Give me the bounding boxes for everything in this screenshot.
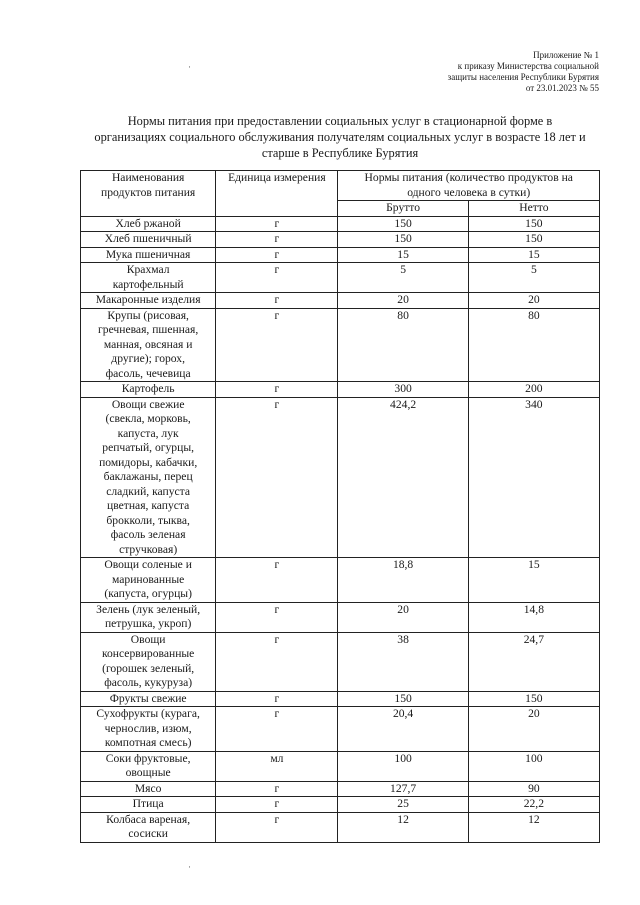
product-name-cell bbox=[81, 691, 216, 707]
header-gross: Брутто bbox=[338, 201, 468, 217]
gross-cell: 150 bbox=[338, 691, 468, 707]
product-name-line: Крахмал bbox=[126, 263, 170, 276]
unit-cell: г bbox=[216, 382, 338, 398]
net-cell: 100 bbox=[468, 751, 599, 781]
title-line: старше в Республике Бурятия bbox=[261, 146, 419, 160]
product-name-cell bbox=[81, 812, 216, 842]
appendix-note bbox=[369, 50, 599, 94]
product-name-line: Овощи соленые и bbox=[104, 558, 192, 571]
unit-cell: г bbox=[216, 308, 338, 382]
product-name-line: маринованные bbox=[112, 572, 185, 586]
unit-cell: г bbox=[216, 397, 338, 558]
product-name-line: капуста, лук bbox=[117, 426, 179, 440]
table-body bbox=[81, 216, 600, 842]
table-row bbox=[81, 797, 600, 813]
net-cell: 200 bbox=[468, 382, 599, 398]
title-line: организациях социального обслуживания получателям социальных услуг в возрасте 18 лет и bbox=[94, 130, 586, 144]
gross-cell: 25 bbox=[338, 797, 468, 813]
unit-cell: г bbox=[216, 797, 338, 813]
unit-cell: мл bbox=[216, 751, 338, 781]
gross-cell: 20 bbox=[338, 602, 468, 632]
product-name-line: гречневая, пшенная, bbox=[98, 323, 199, 336]
scan-dot: · bbox=[188, 862, 191, 872]
product-name-line: Хлеб пшеничный bbox=[104, 232, 192, 245]
product-name-line: баклажаны, перец bbox=[103, 470, 193, 483]
appendix-line: защиты населения Республики Бурятия bbox=[447, 72, 599, 82]
appendix-line: от 23.01.2023 № 55 bbox=[525, 83, 599, 93]
header-line: продуктов питания bbox=[101, 185, 196, 199]
product-name-cell bbox=[81, 263, 216, 293]
product-name-line: картофельный bbox=[112, 277, 184, 291]
header-norms bbox=[338, 171, 600, 201]
unit-cell: г bbox=[216, 232, 338, 248]
header-unit bbox=[216, 171, 338, 217]
gross-cell: 127,7 bbox=[338, 781, 468, 797]
table-row bbox=[81, 232, 600, 248]
table-row bbox=[81, 558, 600, 603]
net-cell: 80 bbox=[468, 308, 599, 382]
product-name-line: Овощи bbox=[130, 632, 166, 646]
unit-cell: г bbox=[216, 812, 338, 842]
table-row bbox=[81, 382, 600, 398]
product-name-line: Картофель bbox=[121, 382, 175, 395]
gross-cell: 12 bbox=[338, 812, 468, 842]
product-name-cell bbox=[81, 797, 216, 813]
scan-dot: · bbox=[188, 62, 191, 72]
net-cell: 24,7 bbox=[468, 632, 599, 691]
product-name-line: фасоль, чечевица bbox=[105, 366, 191, 380]
table-row bbox=[81, 632, 600, 691]
product-name-line: овощные bbox=[125, 766, 171, 779]
product-name-line: манная, овсяная и bbox=[103, 337, 193, 351]
product-name-line: (капуста, огурцы) bbox=[104, 587, 192, 600]
product-name-line: Фрукты свежие bbox=[109, 691, 187, 705]
table-row bbox=[81, 781, 600, 797]
product-name-line: Птица bbox=[132, 797, 164, 810]
product-name-line: консервированные bbox=[101, 647, 195, 660]
product-name-line: Зелень (лук зеленый, bbox=[96, 602, 201, 616]
table-row bbox=[81, 247, 600, 263]
product-name-cell bbox=[81, 293, 216, 309]
net-cell: 14,8 bbox=[468, 602, 599, 632]
product-name-line: фасоль зеленая bbox=[110, 528, 186, 541]
header-line: Нормы питания (количество продуктов на bbox=[364, 171, 573, 184]
table-row bbox=[81, 691, 600, 707]
product-name-line: чернослив, изюм, bbox=[104, 721, 192, 735]
product-name-cell bbox=[81, 397, 216, 558]
net-cell: 5 bbox=[468, 263, 599, 293]
gross-cell: 5 bbox=[338, 263, 468, 293]
product-name-line: другие); горох, bbox=[111, 352, 185, 365]
table-row bbox=[81, 308, 600, 382]
unit-cell: г bbox=[216, 293, 338, 309]
product-name-line: фасоль, кукуруза) bbox=[104, 676, 193, 689]
net-cell: 150 bbox=[468, 691, 599, 707]
product-name-line: цветная, капуста bbox=[107, 499, 190, 512]
gross-cell: 38 bbox=[338, 632, 468, 691]
gross-cell: 20 bbox=[338, 293, 468, 309]
unit-cell: г bbox=[216, 247, 338, 263]
product-name-cell bbox=[81, 707, 216, 752]
product-name-line: Макаронные изделия bbox=[95, 293, 201, 306]
product-name-line: Овощи свежие bbox=[111, 397, 185, 411]
gross-cell: 424,2 bbox=[338, 397, 468, 558]
header-line: одного человека в сутки) bbox=[407, 185, 531, 199]
document-title bbox=[80, 113, 600, 161]
product-name-line: Соки фруктовые, bbox=[105, 751, 191, 765]
product-name-line: брокколи, тыква, bbox=[106, 513, 190, 527]
unit-cell: г bbox=[216, 691, 338, 707]
gross-cell: 80 bbox=[338, 308, 468, 382]
net-cell: 20 bbox=[468, 707, 599, 752]
product-name-cell bbox=[81, 232, 216, 248]
product-name-line: Крупы (рисовая, bbox=[107, 308, 189, 322]
gross-cell: 15 bbox=[338, 247, 468, 263]
table-row bbox=[81, 397, 600, 558]
net-cell: 22,2 bbox=[468, 797, 599, 813]
nutrition-norms-table bbox=[80, 170, 600, 843]
product-name-line: (горошек зеленый, bbox=[102, 661, 195, 675]
unit-cell: г bbox=[216, 781, 338, 797]
gross-cell: 300 bbox=[338, 382, 468, 398]
product-name-line: петрушка, укроп) bbox=[104, 617, 192, 630]
product-name-cell bbox=[81, 602, 216, 632]
table-row bbox=[81, 602, 600, 632]
product-name-cell bbox=[81, 308, 216, 382]
header-net: Нетто bbox=[468, 201, 599, 217]
header-line: Наименования bbox=[111, 171, 185, 184]
title-line: Нормы питания при предоставлении социальных услуг в стационарной форме в bbox=[127, 114, 553, 128]
header-line: Единица измерения bbox=[228, 171, 326, 184]
product-name-line: Сухофрукты (курага, bbox=[96, 707, 200, 720]
product-name-line: Мясо bbox=[134, 781, 162, 795]
product-name-cell bbox=[81, 558, 216, 603]
net-cell: 15 bbox=[468, 247, 599, 263]
gross-cell: 20,4 bbox=[338, 707, 468, 752]
product-name-line: сосиски bbox=[128, 827, 168, 840]
product-name-cell bbox=[81, 632, 216, 691]
unit-cell: г bbox=[216, 707, 338, 752]
product-name-line: Мука пшеничная bbox=[105, 247, 191, 261]
product-name-cell bbox=[81, 247, 216, 263]
product-name-line: сладкий, капуста bbox=[106, 484, 191, 498]
table-row bbox=[81, 263, 600, 293]
table-row bbox=[81, 293, 600, 309]
gross-cell: 18,8 bbox=[338, 558, 468, 603]
gross-cell: 150 bbox=[338, 216, 468, 232]
product-name-cell bbox=[81, 751, 216, 781]
unit-cell: г bbox=[216, 632, 338, 691]
net-cell: 15 bbox=[468, 558, 599, 603]
appendix-line: Приложение № 1 bbox=[533, 50, 599, 60]
table-header-row bbox=[81, 171, 600, 201]
table-row bbox=[81, 812, 600, 842]
unit-cell: г bbox=[216, 558, 338, 603]
unit-cell: г bbox=[216, 263, 338, 293]
product-name-line: стручковая) bbox=[119, 542, 178, 556]
net-cell: 90 bbox=[468, 781, 599, 797]
product-name-cell bbox=[81, 382, 216, 398]
net-cell: 150 bbox=[468, 232, 599, 248]
product-name-line: помидоры, кабачки, bbox=[99, 455, 198, 469]
net-cell: 150 bbox=[468, 216, 599, 232]
product-name-cell bbox=[81, 781, 216, 797]
net-cell: 20 bbox=[468, 293, 599, 309]
unit-cell: г bbox=[216, 602, 338, 632]
product-name-line: репчатый, огурцы, bbox=[102, 441, 195, 454]
table-row bbox=[81, 216, 600, 232]
net-cell: 12 bbox=[468, 812, 599, 842]
gross-cell: 150 bbox=[338, 232, 468, 248]
product-name-line: Хлеб ржаной bbox=[115, 216, 181, 230]
product-name-line: компотная смесь) bbox=[104, 736, 192, 749]
product-name-cell bbox=[81, 216, 216, 232]
product-name-line: (свекла, морковь, bbox=[105, 412, 191, 425]
appendix-line: к приказу Министерства социальной bbox=[457, 61, 599, 71]
unit-cell: г bbox=[216, 216, 338, 232]
product-name-line: Колбаса вареная, bbox=[106, 812, 191, 826]
table-row bbox=[81, 751, 600, 781]
gross-cell: 100 bbox=[338, 751, 468, 781]
header-product-name bbox=[81, 171, 216, 217]
table-row bbox=[81, 707, 600, 752]
net-cell: 340 bbox=[468, 397, 599, 558]
